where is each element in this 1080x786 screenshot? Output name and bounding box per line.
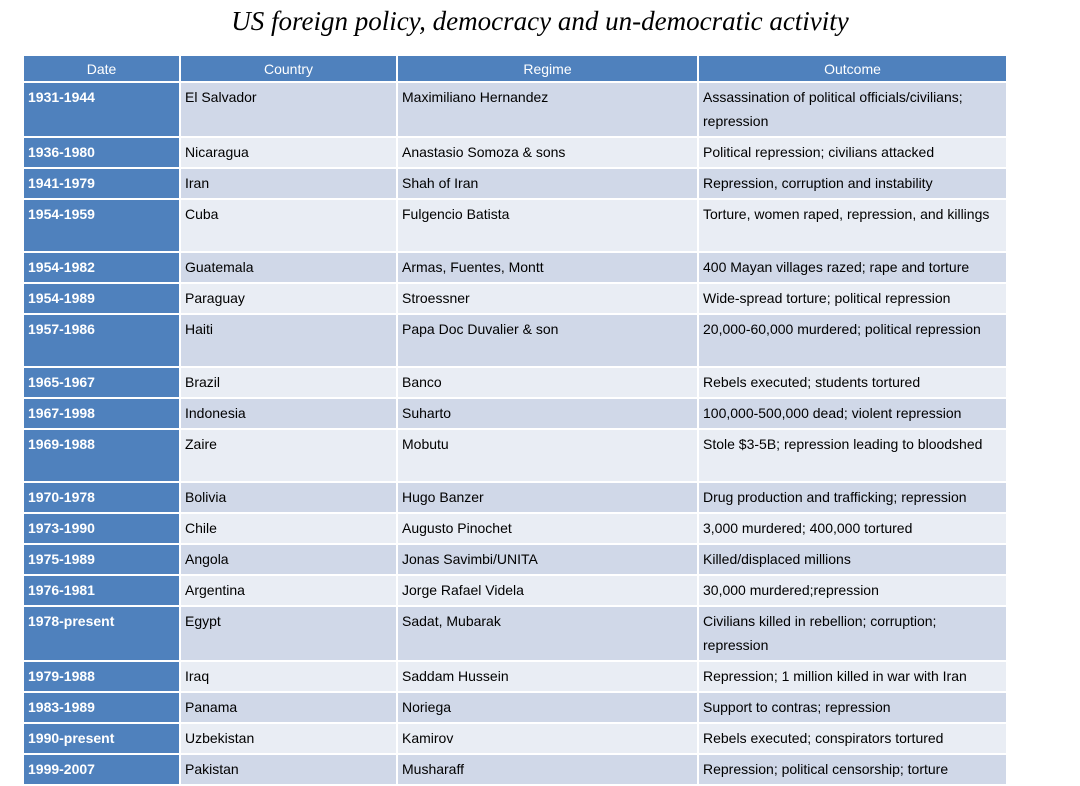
header-outcome: Outcome [698, 55, 1007, 82]
regime-cell: Jorge Rafael Videla [397, 575, 698, 606]
date-cell: 1936-1980 [23, 137, 180, 168]
date-cell: 1957-1986 [23, 314, 180, 367]
date-cell: 1941-1979 [23, 168, 180, 199]
outcome-cell: Rebels executed; students tortured [698, 367, 1007, 398]
header-row [23, 55, 1007, 82]
regime-cell: Kamirov [397, 723, 698, 754]
date-cell: 1965-1967 [23, 367, 180, 398]
regime-cell: Jonas Savimbi/UNITA [397, 544, 698, 575]
country-cell: Iraq [180, 661, 397, 692]
date-cell: 1931-1944 [23, 82, 180, 137]
date-cell: 1999-2007 [23, 754, 180, 785]
date-cell: 1954-1989 [23, 283, 180, 314]
country-cell: Uzbekistan [180, 723, 397, 754]
outcome-cell: 400 Mayan villages razed; rape and torture [698, 252, 1007, 283]
country-cell: Egypt [180, 606, 397, 661]
regime-table [22, 54, 1008, 786]
outcome-cell: Stole $3-5B; repression leading to bloodshed [698, 429, 1007, 482]
outcome-cell: Repression, corruption and instability [698, 168, 1007, 199]
table-row [23, 82, 1007, 137]
date-cell: 1973-1990 [23, 513, 180, 544]
table-row [23, 723, 1007, 754]
outcome-cell: Assassination of political officials/civilians; repression [698, 82, 1007, 137]
outcome-cell: Wide-spread torture; political repression [698, 283, 1007, 314]
table-row [23, 252, 1007, 283]
outcome-cell: 30,000 murdered;repression [698, 575, 1007, 606]
date-cell: 1967-1998 [23, 398, 180, 429]
regime-cell: Papa Doc Duvalier & son [397, 314, 698, 367]
outcome-cell: Support to contras; repression [698, 692, 1007, 723]
country-cell: Chile [180, 513, 397, 544]
regime-cell: Armas, Fuentes, Montt [397, 252, 698, 283]
outcome-cell: 3,000 murdered; 400,000 tortured [698, 513, 1007, 544]
country-cell: Panama [180, 692, 397, 723]
table-row [23, 513, 1007, 544]
table-row [23, 314, 1007, 367]
country-cell: Cuba [180, 199, 397, 252]
country-cell: Brazil [180, 367, 397, 398]
regime-cell: Fulgencio Batista [397, 199, 698, 252]
outcome-cell: Rebels executed; conspirators tortured [698, 723, 1007, 754]
regime-cell: Sadat, Mubarak [397, 606, 698, 661]
country-cell: Bolivia [180, 482, 397, 513]
outcome-cell: Torture, women raped, repression, and killings [698, 199, 1007, 252]
regime-cell: Suharto [397, 398, 698, 429]
date-cell: 1970-1978 [23, 482, 180, 513]
date-cell: 1976-1981 [23, 575, 180, 606]
outcome-cell: 100,000-500,000 dead; violent repression [698, 398, 1007, 429]
outcome-cell: Repression; 1 million killed in war with Iran [698, 661, 1007, 692]
regime-cell: Anastasio Somoza & sons [397, 137, 698, 168]
date-cell: 1990-present [23, 723, 180, 754]
table-row [23, 661, 1007, 692]
table-row [23, 168, 1007, 199]
date-cell: 1954-1982 [23, 252, 180, 283]
regime-cell: Musharaff [397, 754, 698, 785]
header-date: Date [23, 55, 180, 82]
outcome-cell: Political repression; civilians attacked [698, 137, 1007, 168]
date-cell: 1983-1989 [23, 692, 180, 723]
regime-cell: Noriega [397, 692, 698, 723]
outcome-cell: Drug production and trafficking; repression [698, 482, 1007, 513]
table-row [23, 199, 1007, 252]
table-row [23, 575, 1007, 606]
table-row [23, 367, 1007, 398]
table-row [23, 544, 1007, 575]
header-country: Country [180, 55, 397, 82]
date-cell: 1969-1988 [23, 429, 180, 482]
table-row [23, 398, 1007, 429]
country-cell: Angola [180, 544, 397, 575]
outcome-cell: Civilians killed in rebellion; corruption; repression [698, 606, 1007, 661]
table-row [23, 606, 1007, 661]
table-row [23, 482, 1007, 513]
country-cell: Iran [180, 168, 397, 199]
date-cell: 1979-1988 [23, 661, 180, 692]
table-row [23, 137, 1007, 168]
table-row [23, 754, 1007, 785]
date-cell: 1954-1959 [23, 199, 180, 252]
regime-cell: Hugo Banzer [397, 482, 698, 513]
country-cell: Zaire [180, 429, 397, 482]
table-row [23, 692, 1007, 723]
country-cell: El Salvador [180, 82, 397, 137]
table-row [23, 283, 1007, 314]
country-cell: Guatemala [180, 252, 397, 283]
date-cell: 1975-1989 [23, 544, 180, 575]
regime-cell: Stroessner [397, 283, 698, 314]
regime-cell: Augusto Pinochet [397, 513, 698, 544]
regime-cell: Saddam Hussein [397, 661, 698, 692]
regime-cell: Banco [397, 367, 698, 398]
outcome-cell: Repression; political censorship; torture [698, 754, 1007, 785]
slide-title: US foreign policy, democracy and un-democratic activity [231, 6, 849, 36]
country-cell: Nicaragua [180, 137, 397, 168]
regime-cell: Shah of Iran [397, 168, 698, 199]
country-cell: Indonesia [180, 398, 397, 429]
country-cell: Haiti [180, 314, 397, 367]
table-row [23, 429, 1007, 482]
regime-cell: Maximiliano Hernandez [397, 82, 698, 137]
country-cell: Paraguay [180, 283, 397, 314]
outcome-cell: Killed/displaced millions [698, 544, 1007, 575]
header-regime: Regime [397, 55, 698, 82]
country-cell: Pakistan [180, 754, 397, 785]
country-cell: Argentina [180, 575, 397, 606]
date-cell: 1978-present [23, 606, 180, 661]
regime-cell: Mobutu [397, 429, 698, 482]
outcome-cell: 20,000-60,000 murdered; political repression [698, 314, 1007, 367]
